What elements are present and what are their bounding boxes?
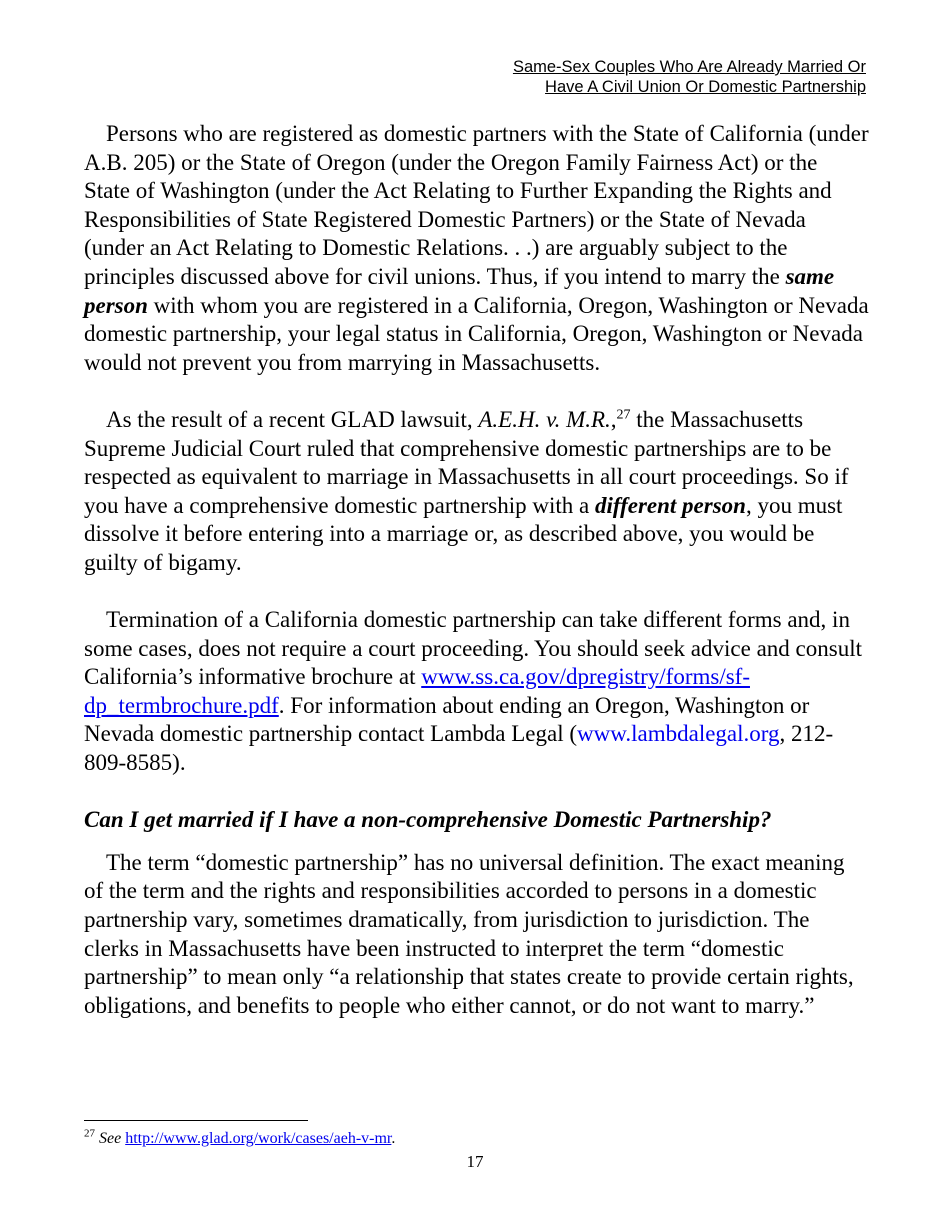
footnote-end: . [391,1130,396,1147]
paragraph-registered-partners [84,120,869,377]
lambda-legal-link[interactable]: www.lambdalegal.org [577,721,780,747]
page-body [84,120,869,1049]
paragraph-text: As the result of a recent GLAD lawsuit, [106,406,479,432]
case-name: A.E.H. v. M.R. [478,406,611,432]
paragraph-text: , 212-809-8585). [84,721,834,776]
page-number: 17 [466,1152,484,1171]
footnote-reference[interactable]: 27 [616,407,631,423]
paragraph-text: with whom you are registered in a California, Oregon, Washington or Nevada domestic partnership, your legal status in California, Oregon, Washington or Nevada would not prevent you from marrying in Massachusetts. [84,292,869,375]
emphasis-different-person: different person [594,492,746,518]
paragraph-text: , you must dissolve it before entering into a marriage or, as described above, you would be guilty of bigamy. [84,492,843,575]
case-comma: , [610,406,617,432]
running-header-line-1: Same-Sex Couples Who Are Already Married Or [512,58,866,76]
running-header-line-2: Have A Civil Union Or Domestic Partnership [545,78,866,96]
paragraph-glad-lawsuit [84,406,869,578]
footnote-divider [84,1120,308,1121]
footnote [84,1129,395,1149]
footnote-link[interactable]: http://www.glad.org/work/cases/aeh-v-mr [125,1130,392,1147]
paragraph-definition: The term “domestic partnership” has no universal definition. The exact meaning of the term and the rights and responsibilities accorded to persons in a domestic partnership vary, sometimes dramatically, from jurisdiction to jurisdiction. The clerks in Massachusetts have been instructed to interpret the term “domestic partnership” to mean only “a relationship that states create to provide certain rights, obligations, and benefits to people who either cannot, or do not want to marry.” [84,849,854,1018]
paragraph-text: Persons who are registered as domestic partners with the State of California (under A.B. 205) or the State of Oregon (under the Oregon Family Fairness Act) or the State of Washington (under the Act Relating to Further Expanding the Rights and Responsibilities of State Registered Domestic Partners) or the State of Nevada (under an Act Relating to Domestic Relations. . .) are arguably subject to the principles discussed above for civil unions. Thus, if you intend to marry the [84,121,869,289]
paragraph-text: the Massachusetts Supreme Judicial Court ruled that comprehensive domestic partnerships are to be respected as equivalent to marriage in Massachusetts in all court proceedings. So if you have a comprehensive domestic partnership with a [84,406,849,518]
running-header [513,57,866,97]
section-heading: Can I get married if I have a non-comprehensive Domestic Partnership? [84,807,772,833]
emphasis-same-person: same person [84,263,835,318]
brochure-link[interactable]: www.ss.ca.gov/dpregistry/forms/sf-dp_termbrochure.pdf [84,664,750,718]
paragraph-text: Termination of a California domestic partnership can take different forms and, in some cases, does not require a court proceeding. You should seek advice and consult California’s informative brochure at [84,607,862,690]
footnote-see: See [99,1130,122,1147]
paragraph-termination [84,606,869,778]
paragraph-text: . For information about ending an Oregon, Washington or Nevada domestic partnership contact Lambda Legal ( [84,692,810,747]
footnote-number: 27 [84,1127,95,1140]
